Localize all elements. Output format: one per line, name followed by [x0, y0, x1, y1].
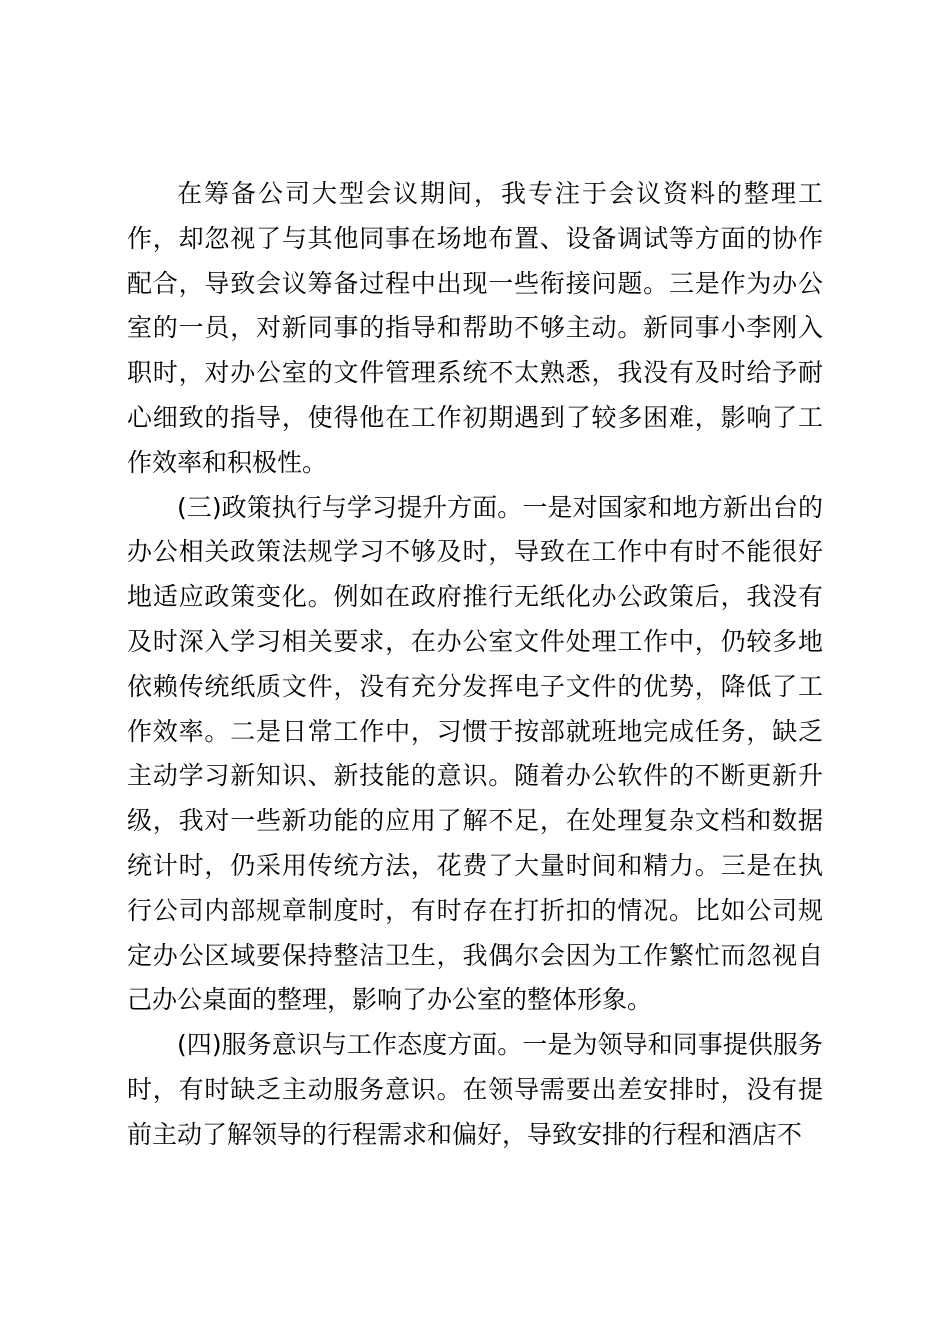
document-body: [127, 172, 823, 1158]
paragraph-collaboration: 在筹备公司大型会议期间，我专注于会议资料的整理工作，却忽视了与其他同事在场地布置、设备调试等方面的协作配合，导致会议筹备过程中出现一些衔接问题。三是作为办公室的一员，对新同事的指导和帮助不够主动。新同事小李刚入职时，对办公室的文件管理系统不太熟悉，我没有及时给予耐心细致的指导，使得他在工作初期遇到了较多困难，影响了工作效率和积极性。: [127, 179, 823, 477]
paragraph-service-attitude: (四)服务意识与工作态度方面。一是为领导和同事提供服务时，有时缺乏主动服务意识。在领导需要出差安排时，没有提前主动了解领导的行程需求和偏好，导致安排的行程和酒店不: [127, 1030, 823, 1149]
paragraph-policy-execution: (三)政策执行与学习提升方面。一是对国家和地方新出台的办公相关政策法规学习不够及时，导致在工作中有时不能很好地适应政策变化。例如在政府推行无纸化办公政策后，我没有及时深入学习相关要求，在办公室文件处理工作中，仍较多地依赖传统纸质文件，没有充分发挥电子文件的优势，降低了工作效率。二是日常工作中，习惯于按部就班地完成任务，缺乏主动学习新知识、新技能的意识。随着办公软件的不断更新升级，我对一些新功能的应用了解不足，在处理复杂文档和数据统计时，仍采用传统方法，花费了大量时间和精力。三是在执行公司内部规章制度时，有时存在打折扣的情况。比如公司规定办公区域要保持整洁卫生，我偶尔会因为工作繁忙而忽视自己办公桌面的整理，影响了办公室的整体形象。: [127, 492, 823, 1015]
